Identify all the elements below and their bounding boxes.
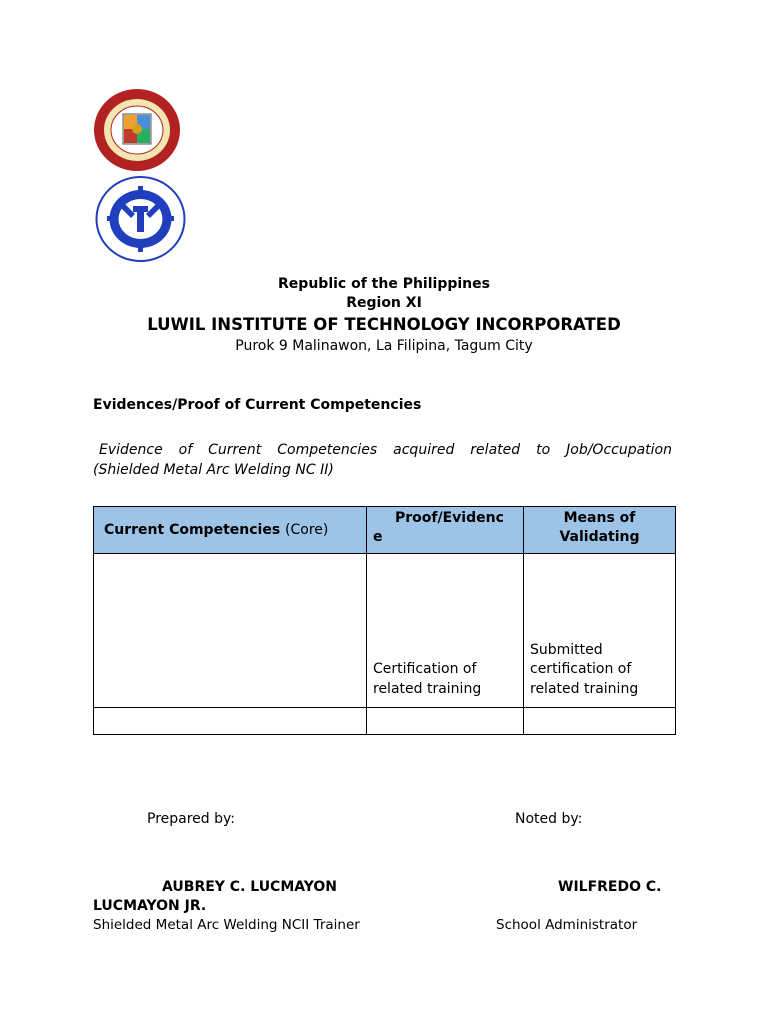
- preparer-name: AUBREY C. LUCMAYON: [162, 879, 338, 895]
- description-line-2: (Shielded Metal Arc Welding NC II): [93, 461, 334, 478]
- section-title: Evidences/Proof of Current Competencies: [93, 397, 422, 413]
- validation-cell: Submitted certification of related training: [524, 554, 676, 708]
- tesda-seal-logo: [95, 176, 186, 262]
- header-proof-part2: e: [373, 529, 383, 545]
- noted-by-label: Noted by:: [515, 811, 583, 827]
- institute-seal-logo: [93, 88, 181, 172]
- description-line-1: Evidence of Current Competencies acquired related to Job/Occupation: [99, 442, 672, 458]
- header-competencies-label: Current Competencies: [104, 522, 281, 538]
- table-row: [94, 708, 676, 735]
- institution-address: Purok 9 Malinawon, La Filipina, Tagum City: [235, 338, 533, 354]
- competencies-table: [93, 506, 676, 735]
- section-description: [93, 441, 672, 480]
- table-header-row: [94, 507, 676, 554]
- header-proof-part1: Proof/Evidenc: [395, 510, 504, 526]
- institution-name: LUWIL INSTITUTE OF TECHNOLOGY INCORPORATED: [147, 315, 621, 334]
- validation-cell: [524, 708, 676, 735]
- prepared-by-label: Prepared by:: [147, 811, 235, 827]
- noter-name-line2: LUCMAYON JR.: [93, 898, 207, 914]
- republic-heading: Republic of the Philippines: [278, 276, 490, 292]
- header-proof-evidence: [367, 507, 524, 554]
- noter-name-line1: WILFREDO C.: [558, 879, 662, 895]
- header-means-of-validating: Means of Validating: [524, 507, 676, 554]
- noter-title: School Administrator: [496, 917, 638, 933]
- competency-cell: [94, 554, 367, 708]
- region-heading: Region XI: [346, 295, 422, 311]
- proof-cell: Certification of related training: [367, 554, 524, 708]
- competency-cell: [94, 708, 367, 735]
- preparer-title: Shielded Metal Arc Welding NCII Trainer: [93, 917, 360, 933]
- header-core-note: (Core): [285, 522, 329, 538]
- proof-cell: [367, 708, 524, 735]
- table-row: [94, 554, 676, 708]
- header-current-competencies: [94, 507, 367, 554]
